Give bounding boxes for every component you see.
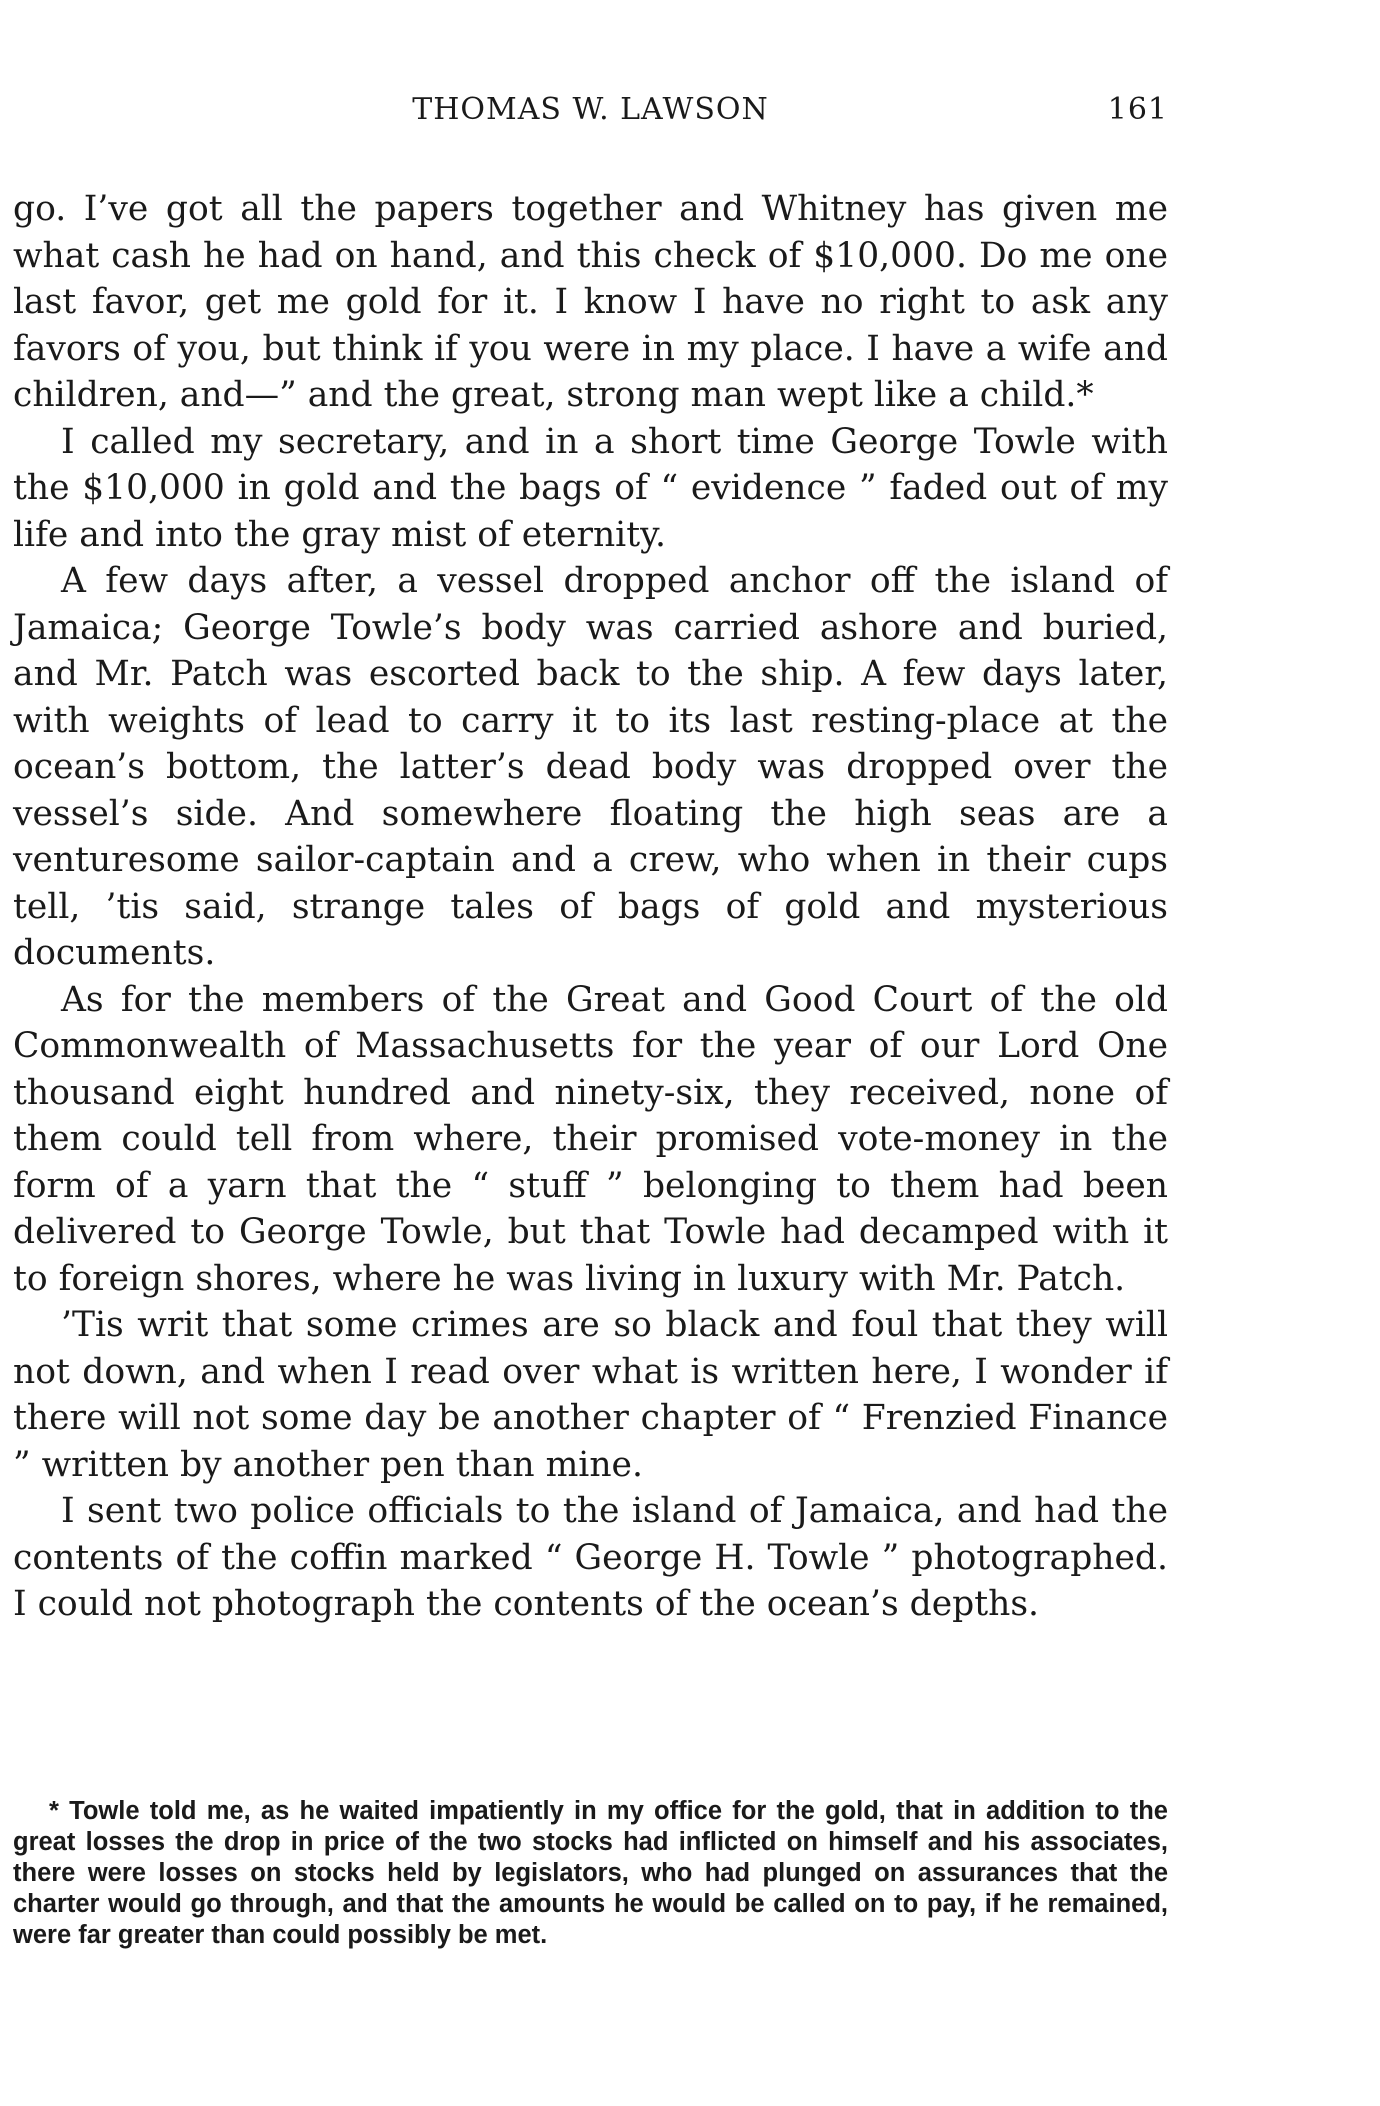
paragraph: I called my secretary, and in a short time George Towle with the $10,000 in gold and the bags of “ evidence ” faded out of my life and into the gray mist of eternity. <box>13 421 1168 555</box>
body-text <box>13 186 1168 1628</box>
running-head <box>13 92 1168 142</box>
paragraph: A few days after, a vessel dropped anchor off the island of Jamaica; George Towle’s body was carried ashore and buried, and Mr. Patch was escorted back to the ship. A few days later, with weights of lead to carry it to its last resting-place at the ocean’s bottom, the latter’s dead body was dropped over the vessel’s side. And somewhere floating the high seas are a venturesome sailor-captain and a crew, who when in their cups tell, ’tis said, strange tales of bags of gold and mysterious documents. <box>13 561 1168 973</box>
paragraph: As for the members of the Great and Good Court of the old Commonwealth of Massachusetts for the year of our Lord One thousand eight hundred and ninety-six, they received, none of them could tell from where, their promised vote-money in the form of a yarn that the “ stuff ” belonging to them had been delivered to George Towle, but that Towle had decamped with it to foreign shores, where he was living in luxury with Mr. Patch. <box>13 979 1168 1299</box>
running-title: THOMAS W. LAWSON <box>412 92 769 127</box>
footnote-text: * Towle told me, as he waited impatiently in my office for the gold, that in addition to the great losses the drop in price of the two stocks had inflicted on himself and his associates, there were losses on stocks held by legislators, who had plunged on assurances that the charter would go through, and that the amounts he would be called on to pay, if he remained, were far greater than could possibly be met. <box>13 1797 1168 1949</box>
footnote <box>13 1796 1168 1951</box>
page-number: 161 <box>1107 92 1168 127</box>
paragraph: I sent two police officials to the island of Jamaica, and had the contents of the coffin marked “ George H. Towle ” photographed. I could not photograph the contents of the ocean’s depths. <box>13 1491 1168 1624</box>
paragraph: ’Tis writ that some crimes are so black and foul that they will not down, and when I read over what is written here, I wonder if there will not some day be another chapter of “ Frenzied Finance ” written by another pen than mine. <box>13 1305 1168 1485</box>
paragraph-continued: go. I’ve got all the papers together and Whitney has given me what cash he had on hand, and this check of $10,000. Do me one last favor, get me gold for it. I know I have no right to ask any favors of you, but think if you were in my place. I have a wife and children, and—” and the great, strong man wept like a child.* <box>13 189 1168 415</box>
